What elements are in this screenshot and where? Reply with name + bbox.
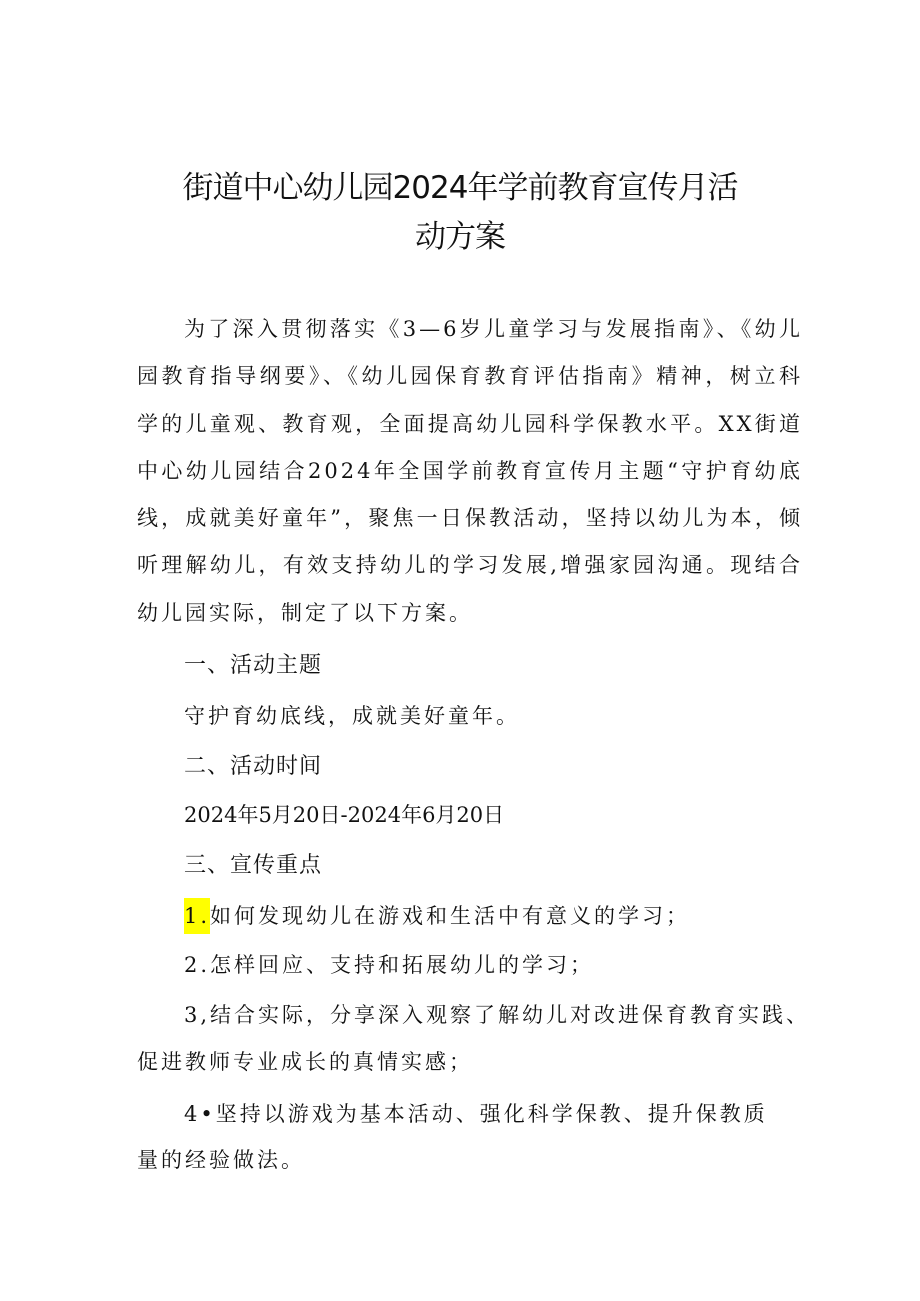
focus-item-1-text: 如何发现幼儿在游戏和生活中有意义的学习； (210, 904, 691, 928)
section-heading-time: 二、活动时间 (184, 754, 323, 779)
document-title-line-2: 动方案 (415, 219, 505, 255)
section-heading-focus: 三、宣传重点 (184, 853, 323, 878)
focus-item-1 (184, 900, 690, 932)
focus-item-3-line-1: 3,结合实际，分享深入观察了解幼儿对改进保育教育实践、 (184, 1003, 811, 1027)
section-body-theme: 守护育幼底线，成就美好童年。 (184, 704, 520, 728)
focus-item-3-line-2: 促进教师专业成长的真情实感； (137, 1050, 473, 1074)
focus-item-2: 2.怎样回应、支持和拓展幼儿的学习； (184, 953, 595, 977)
intro-paragraph: 为了深入贯彻落实《3—6岁儿童学习与发展指南》、《幼儿园教育指导纲要》、《幼儿园保育教育评估指南》精神，树立科学的儿童观、教育观，全面提高幼儿园科学保教水平。XX街道中心幼儿园结合2024年全国学前教育宣传月主题“守护育幼底线，成就美好童年”，聚焦一日保教活动，坚持以幼儿为本，倾听理解幼儿，有效支持幼儿的学习发展,增强家园沟通。现结合幼儿园实际，制定了以下方案。 (137, 317, 803, 625)
focus-item-4-line-1: 4•坚持以游戏为基本活动、强化科学保教、提升保教质 (184, 1102, 768, 1126)
document-title-line-1: 街道中心幼儿园2024年学前教育宣传月活 (182, 170, 738, 206)
focus-item-4-line-2: 量的经验做法。 (137, 1148, 305, 1172)
highlighted-number: 1. (184, 898, 210, 934)
section-heading-theme: 一、活动主题 (184, 653, 323, 678)
section-body-time: 2024年5月20日-2024年6月20日 (184, 803, 505, 827)
